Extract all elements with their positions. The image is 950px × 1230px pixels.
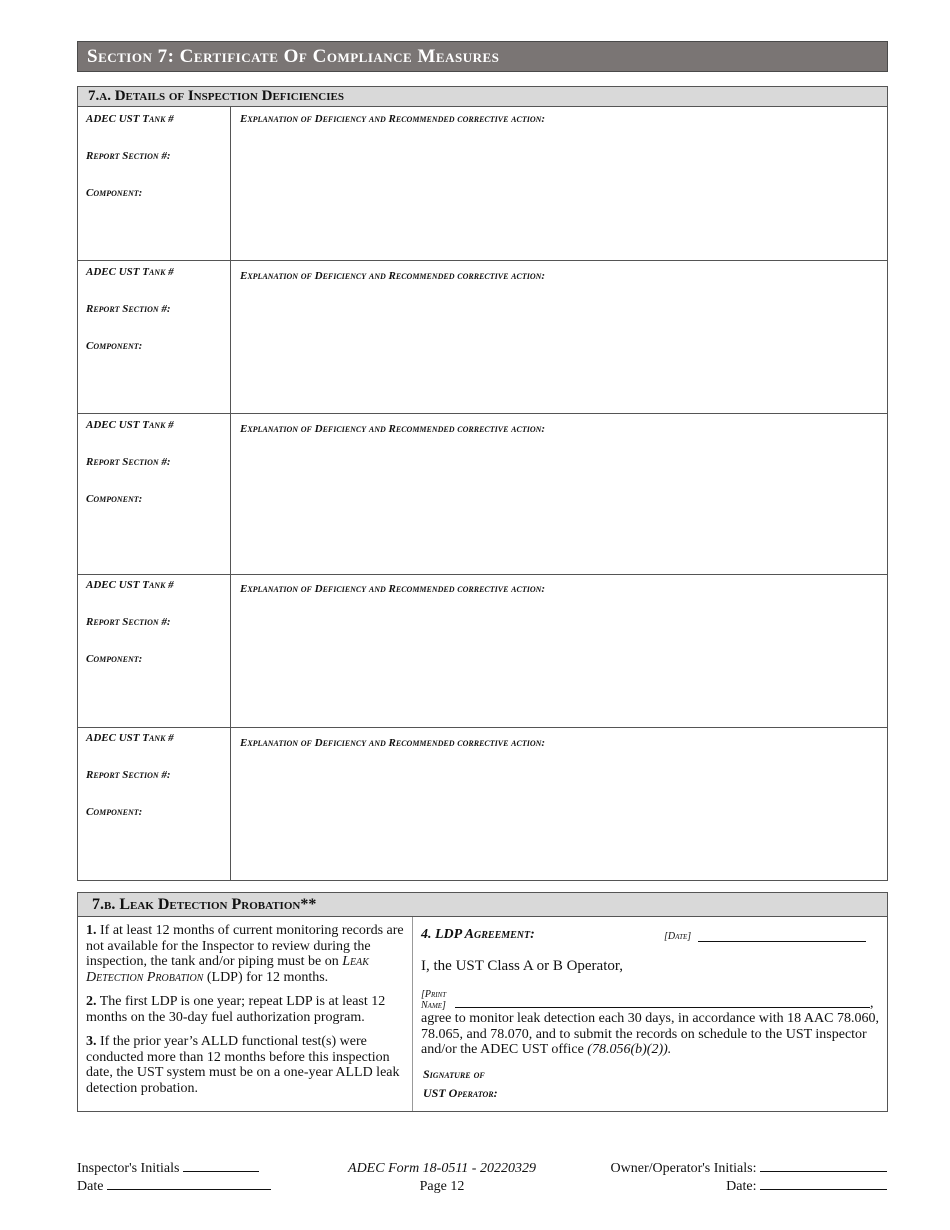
report-section-label: Report Section #: bbox=[86, 456, 171, 468]
signature-label-line-2: UST Operator: bbox=[423, 1086, 498, 1100]
component-label: Component: bbox=[86, 493, 143, 505]
explanation-cell[interactable] bbox=[231, 414, 887, 574]
footer-left bbox=[77, 1160, 271, 1196]
owner-date-field[interactable] bbox=[760, 1178, 887, 1190]
deficiency-table bbox=[77, 86, 888, 881]
footer-center bbox=[337, 1160, 547, 1196]
ldp-header: 7.b. Leak Detection Probation** bbox=[78, 893, 887, 917]
ldp-agreement bbox=[413, 917, 887, 1111]
report-section-label: Report Section #: bbox=[86, 616, 171, 628]
ldp-rule-3 bbox=[86, 1034, 404, 1096]
ldp-rule-1 bbox=[86, 923, 404, 985]
inspector-initials-field[interactable] bbox=[183, 1160, 259, 1172]
explanation-label: Explanation of Deficiency and Recommended corrective action: bbox=[240, 583, 546, 595]
ldp-rule-1-number: 1. bbox=[86, 923, 97, 938]
leak-detection-probation-box bbox=[77, 892, 888, 1112]
deficiency-left-cell bbox=[78, 107, 231, 260]
report-section-label: Report Section #: bbox=[86, 769, 171, 781]
explanation-cell[interactable] bbox=[231, 107, 887, 260]
print-name-label: [Print Name] bbox=[421, 989, 447, 1011]
page-footer bbox=[77, 1160, 888, 1200]
inspector-date-field[interactable] bbox=[107, 1178, 271, 1190]
signature-label-line-1: Signature of bbox=[423, 1067, 485, 1081]
deficiency-left-cell bbox=[78, 575, 231, 727]
deficiency-row bbox=[78, 574, 887, 727]
print-name-field[interactable] bbox=[455, 1007, 870, 1008]
inspector-initials-label: Inspector's Initials bbox=[77, 1161, 180, 1176]
inspector-date-label: Date bbox=[77, 1179, 104, 1194]
explanation-label: Explanation of Deficiency and Recommended corrective action: bbox=[240, 737, 546, 749]
deficiency-row bbox=[78, 727, 887, 880]
ldp-rule-2-text: The first LDP is one year; repeat LDP is at least 12 months on the 30-day fuel authorization program. bbox=[86, 994, 386, 1025]
deficiency-left-cell bbox=[78, 728, 231, 880]
deficiency-row bbox=[78, 107, 887, 260]
tank-label: ADEC UST Tank # bbox=[86, 732, 174, 744]
report-section-label: Report Section #: bbox=[86, 303, 171, 315]
footer-right bbox=[587, 1160, 887, 1196]
tank-label: ADEC UST Tank # bbox=[86, 266, 174, 278]
component-label: Component: bbox=[86, 187, 143, 199]
deficiency-header: 7.a. Details of Inspection Deficiencies bbox=[78, 87, 887, 107]
section-title: Section 7: Certificate Of Compliance Measures bbox=[77, 41, 888, 72]
explanation-label: Explanation of Deficiency and Recommended corrective action: bbox=[240, 113, 546, 125]
deficiency-left-cell bbox=[78, 414, 231, 574]
tank-label: ADEC UST Tank # bbox=[86, 113, 174, 125]
ldp-rule-2 bbox=[86, 994, 404, 1025]
component-label: Component: bbox=[86, 653, 143, 665]
owner-date-label: Date: bbox=[726, 1179, 757, 1194]
tank-label: ADEC UST Tank # bbox=[86, 419, 174, 431]
explanation-cell[interactable] bbox=[231, 728, 887, 880]
page-number: Page 12 bbox=[419, 1179, 465, 1194]
deficiency-left-cell bbox=[78, 261, 231, 413]
ldp-rule-1-term: Leak Detection Probation bbox=[86, 954, 369, 985]
owner-initials-field[interactable] bbox=[760, 1160, 887, 1172]
form-id: ADEC Form 18-0511 - 20220329 bbox=[348, 1161, 536, 1176]
ldp-rule-3-text: If the prior year’s ALLD functional test(s) were conducted more than 12 months before this inspection date, the UST system must be on a one-year ALLD leak detection probation. bbox=[86, 1034, 400, 1096]
ldp-rule-2-number: 2. bbox=[86, 994, 97, 1009]
agreement-text bbox=[421, 1011, 883, 1058]
operator-statement: I, the UST Class A or B Operator, bbox=[421, 958, 624, 974]
ldp-rule-1-text: If at least 12 months of current monitoring records are not available for the Inspector to review during the inspection, the tank and/or piping must be on bbox=[86, 923, 404, 969]
owner-initials-label: Owner/Operator's Initials: bbox=[610, 1161, 757, 1176]
ldp-rule-3-number: 3. bbox=[86, 1034, 97, 1049]
agreement-reference: (78.056(b)(2)). bbox=[587, 1042, 672, 1057]
date-field[interactable] bbox=[698, 941, 866, 942]
explanation-cell[interactable] bbox=[231, 261, 887, 413]
ldp-agreement-title: 4. LDP Agreement: bbox=[421, 927, 535, 942]
owner-initials-row bbox=[587, 1160, 887, 1178]
print-name-comma: , bbox=[870, 996, 874, 1011]
inspector-initials-row bbox=[77, 1160, 271, 1178]
tank-label: ADEC UST Tank # bbox=[86, 579, 174, 591]
inspector-date-row bbox=[77, 1178, 271, 1196]
signature-label bbox=[423, 1065, 498, 1103]
explanation-cell[interactable] bbox=[231, 575, 887, 727]
ldp-rules bbox=[78, 917, 413, 1111]
ldp-rule-1-tail: (LDP) for 12 months. bbox=[206, 969, 329, 985]
explanation-label: Explanation of Deficiency and Recommended corrective action: bbox=[240, 270, 546, 282]
deficiency-row bbox=[78, 260, 887, 413]
component-label: Component: bbox=[86, 340, 143, 352]
agreement-body: agree to monitor leak detection each 30 days, in accordance with 18 AAC 78.060, 78.065, and 78.070, and to submit the records on schedule to the UST inspector and/or the ADEC UST office bbox=[421, 1011, 879, 1057]
owner-date-row bbox=[587, 1178, 887, 1196]
report-section-label: Report Section #: bbox=[86, 150, 171, 162]
date-label: [Date] bbox=[664, 931, 692, 942]
explanation-label: Explanation of Deficiency and Recommended corrective action: bbox=[240, 423, 546, 435]
component-label: Component: bbox=[86, 806, 143, 818]
deficiency-row bbox=[78, 413, 887, 574]
